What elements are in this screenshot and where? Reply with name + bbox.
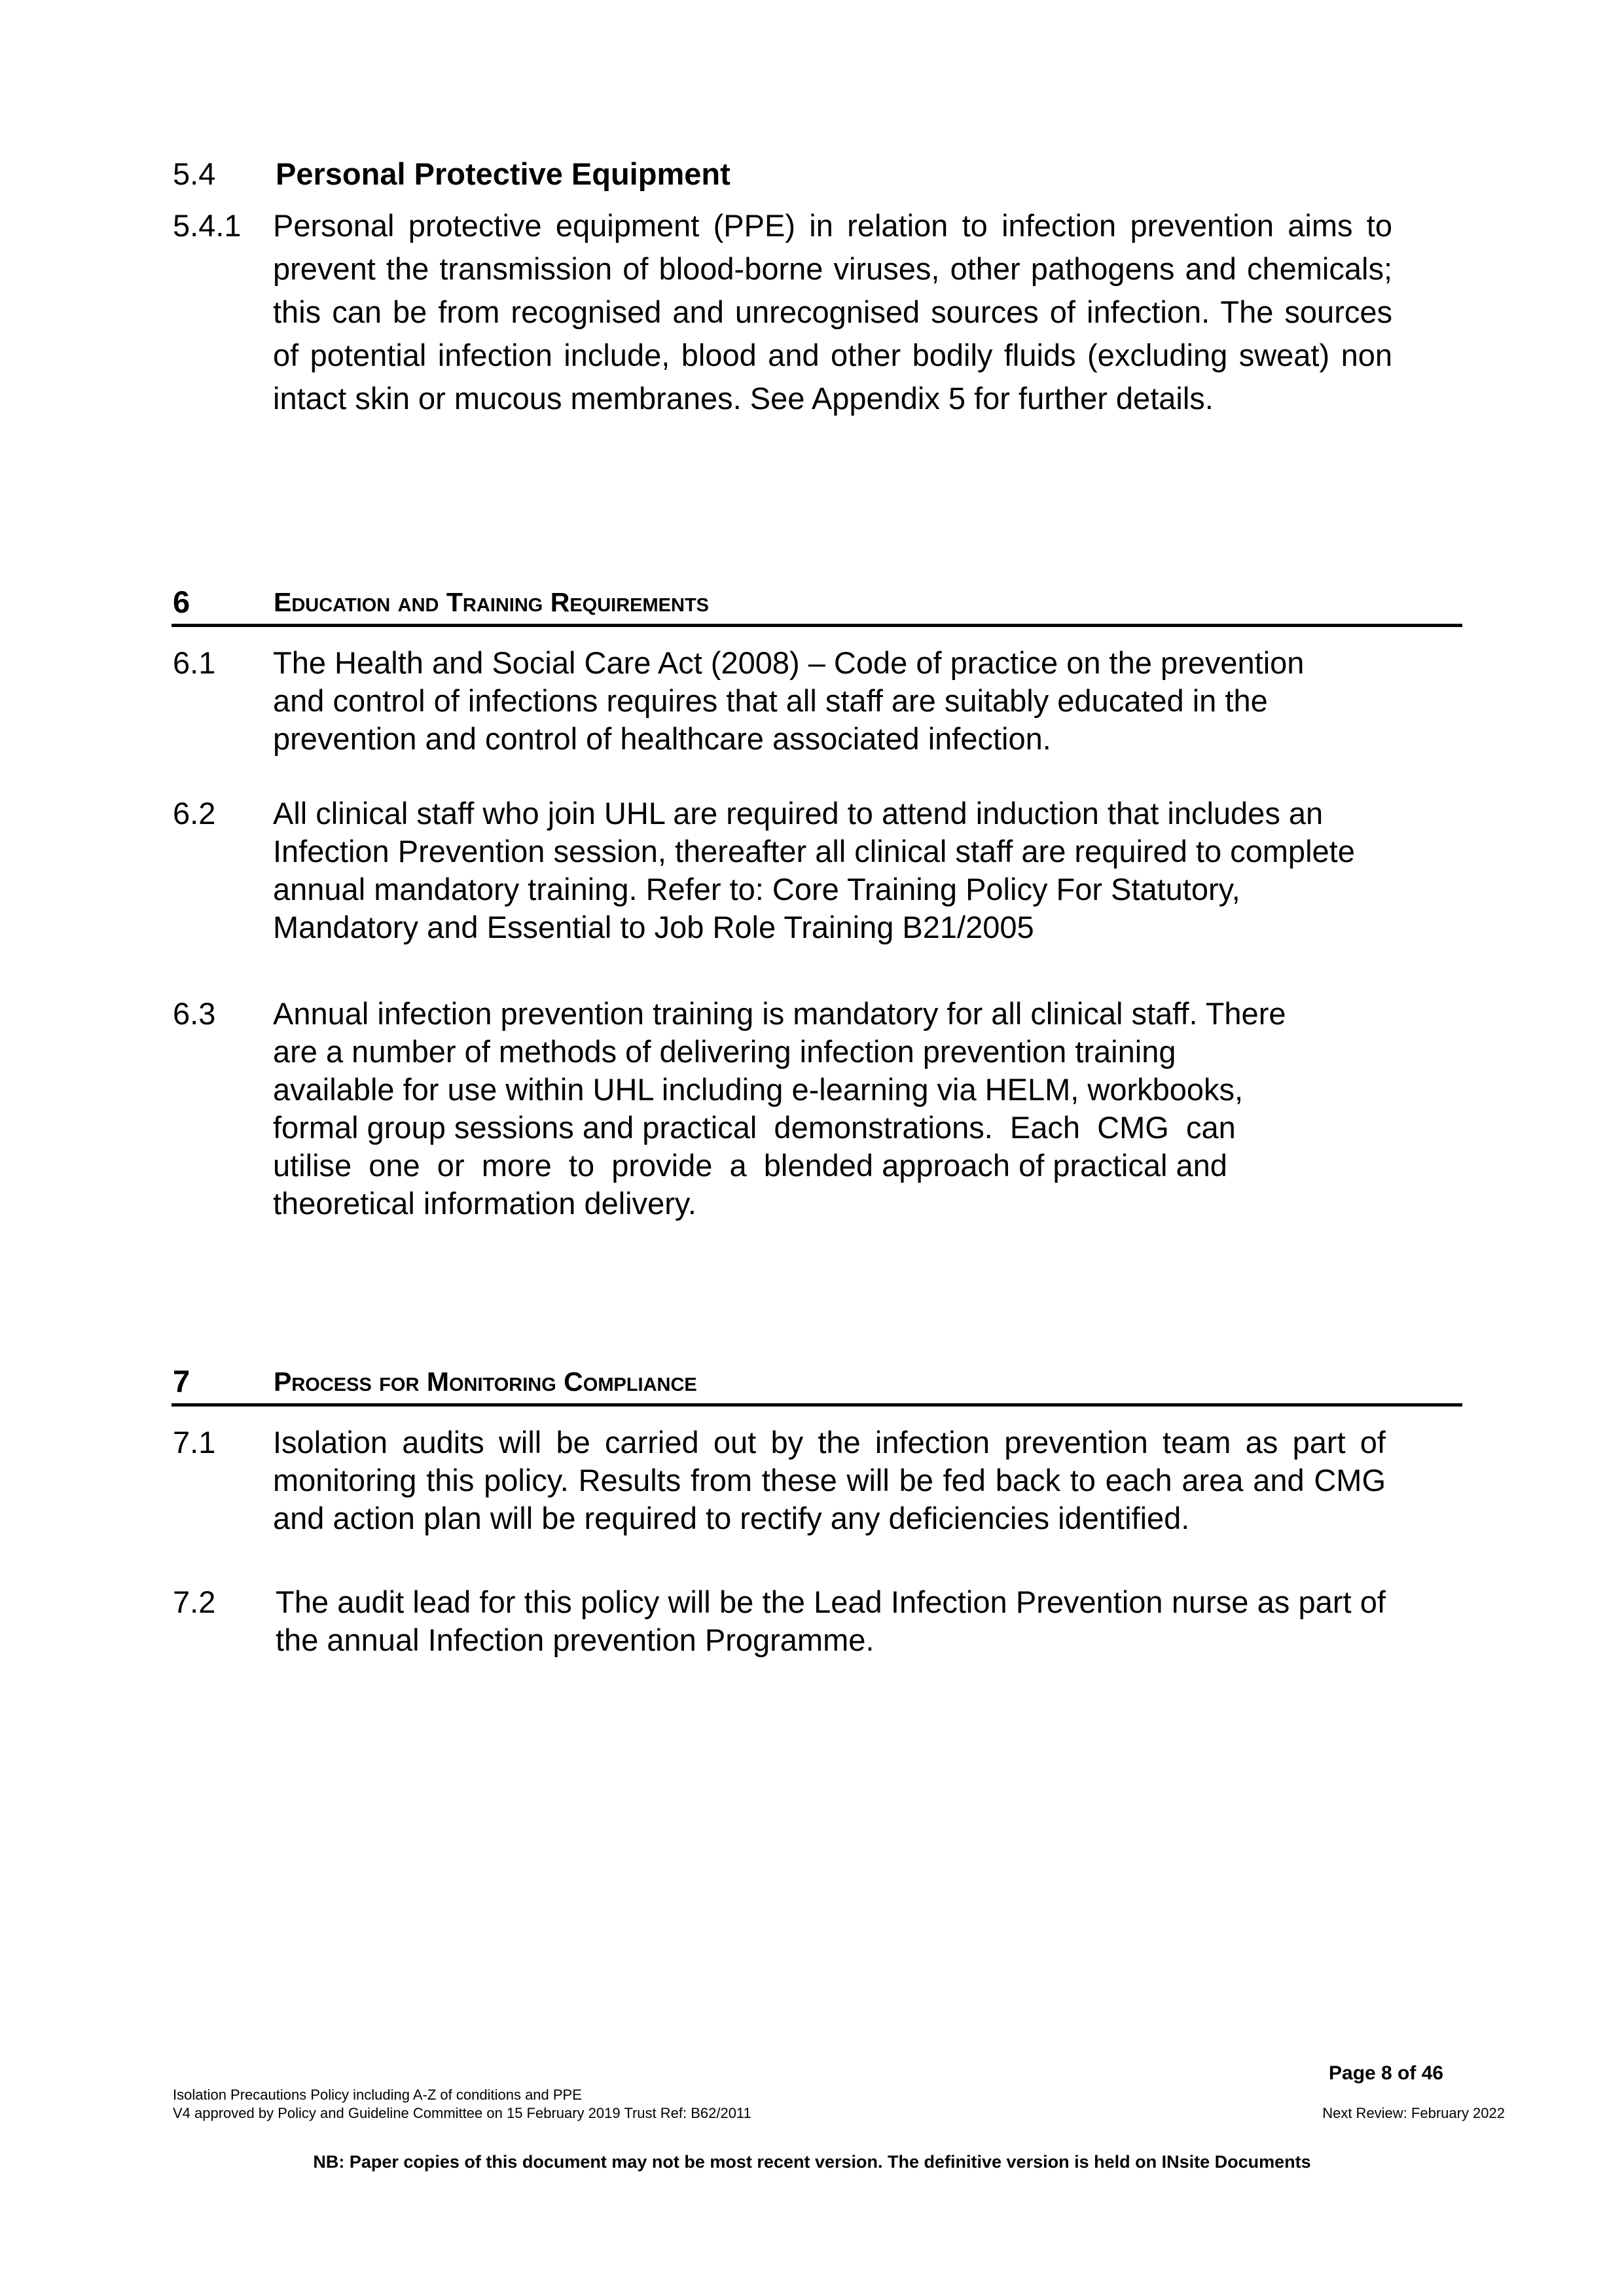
footer-nb-notice: NB: Paper copies of this document may not be most recent version. The definitive version is held on INsite Documents (313, 2152, 1311, 2172)
item-7-1-number: 7.1 (173, 1425, 216, 1460)
item-6-2-number: 6.2 (173, 796, 216, 831)
section-5-4-number: 5.4 (173, 156, 216, 191)
section-6-title: Education and Training Requirements (274, 587, 710, 617)
item-6-3-line: available for use within UHL including e-learning via HELM, workbooks, (273, 1072, 1244, 1107)
section-7-number: 7 (173, 1364, 190, 1399)
section-6-number: 6 (173, 584, 190, 619)
item-6-1-line: The Health and Social Care Act (2008) – Code of practice on the prevention (273, 645, 1305, 680)
item-6-1-text (273, 644, 1490, 758)
item-7-2-text: The audit lead for this policy will be the Lead Infection Prevention nurse as part of the annual Infection prevention Programme. (276, 1585, 1386, 1657)
footer-approval: V4 approved by Policy and Guideline Committee on 15 February 2019 Trust Ref: B62/2011 (173, 2105, 751, 2121)
page-number: Page 8 of 46 (1329, 2062, 1444, 2084)
item-6-2-line: annual mandatory training. Refer to: Core Training Policy For Statutory, (273, 872, 1240, 906)
item-6-2-text (273, 795, 1490, 946)
item-7-1-text: Isolation audits will be carried out by the infection prevention team as part of monitoring this policy. Results from these will be fed back to each area and CMG and action plan will be required to rectify any deficiencies identified. (273, 1425, 1386, 1535)
section-5-4-heading: Personal Protective Equipment (276, 156, 731, 191)
item-6-2-line: Infection Prevention session, thereafter all clinical staff are required to complete (273, 834, 1355, 869)
item-6-3-line: utilise one or more to provide a blended approach of practical and (273, 1148, 1227, 1183)
section-6-rule (171, 624, 1462, 627)
item-6-3-number: 6.3 (173, 996, 216, 1031)
item-6-3-text (273, 995, 1490, 1223)
item-6-1-line: and control of infections requires that all staff are suitably educated in the (273, 683, 1268, 718)
item-5-4-1-number: 5.4.1 (173, 208, 242, 243)
item-6-2-line: Mandatory and Essential to Job Role Training B21/2005 (273, 910, 1034, 944)
item-5-4-1-text: Personal protective equipment (PPE) in relation to infection prevention aims to prevent the transmission of blood-borne viruses, other pathogens and chemicals; this can be from recognised and unrecognised sources of infection. The sources of potential infection include, blood and other bodily fluids (excluding sweat) non intact skin or mucous membranes. See Appendix 5 for further details. (273, 208, 1392, 416)
section-7-title: Process for Monitoring Compliance (274, 1367, 697, 1397)
item-6-3-line: are a number of methods of delivering infection prevention training (273, 1034, 1176, 1069)
footer-doc-title: Isolation Precautions Policy including A-Z of conditions and PPE (173, 2087, 582, 2103)
footer-next-review: Next Review: February 2022 (1322, 2105, 1505, 2121)
item-6-2-line: All clinical staff who join UHL are required to attend induction that includes an (273, 796, 1324, 831)
item-6-3-line: Annual infection prevention training is mandatory for all clinical staff. There (273, 996, 1286, 1031)
item-7-2-number: 7.2 (173, 1585, 216, 1619)
item-6-1-line: prevention and control of healthcare associated infection. (273, 721, 1051, 756)
section-7-rule (171, 1403, 1462, 1407)
item-6-3-line: theoretical information delivery. (273, 1186, 696, 1221)
item-6-3-line: formal group sessions and practical demonstrations. Each CMG can (273, 1110, 1236, 1145)
item-6-1-number: 6.1 (173, 645, 216, 680)
